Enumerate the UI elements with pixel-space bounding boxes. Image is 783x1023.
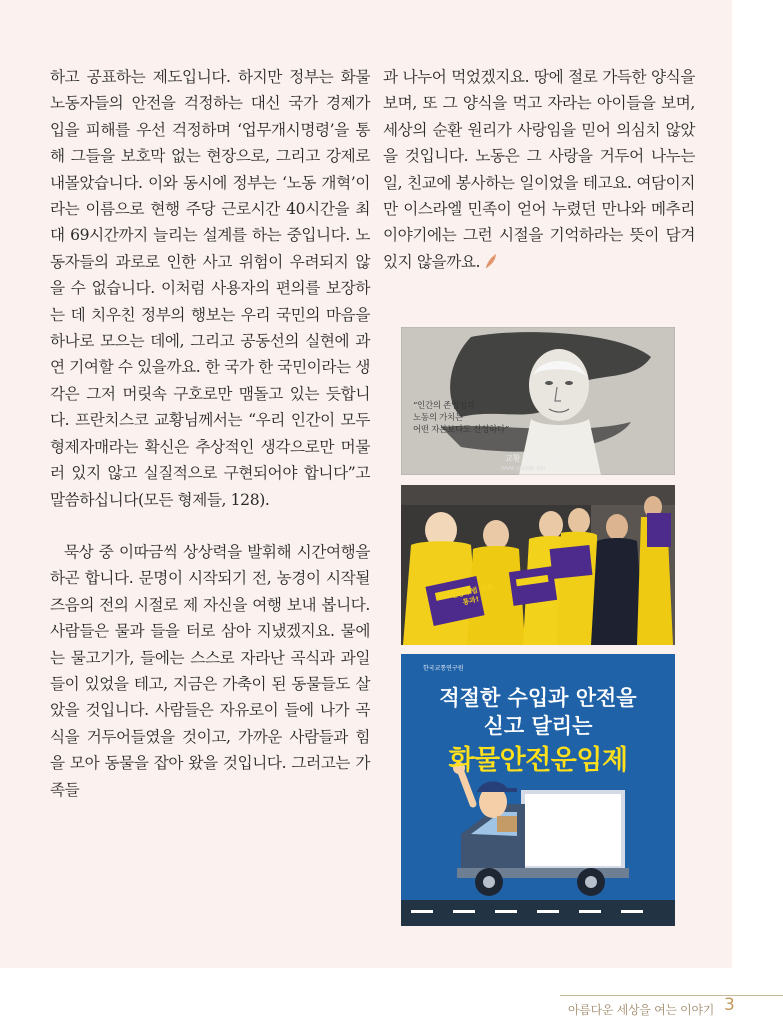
paragraph-3: 과 나누어 먹었겠지요. 땅에 절로 가득한 양식을 보며, 또 그 양식을 먹고 자라는 아이들을 보며, 세상의 순환 원리가 사랑임을 믿어 의심치 않았을 것입니다. 노동은 그 사랑을 거두어 나누는 일, 친교에 봉사하는 일이었을 테고요. 여담이지만 이스라엘 민족이 얻어 누렸던 만나와 메추리 이야기에는 그런 시절을 기억하라는 뜻이 담겨 있지 않을까요. xyxy=(383,68,695,271)
poster-headline-line2: 싣고 달리는 xyxy=(483,714,593,738)
pope-name-latin: PAPA LEONE XIII xyxy=(501,466,546,472)
protest-scene-illustration xyxy=(401,485,675,645)
poster-headline-line3: 화물안전운임제 xyxy=(448,745,628,776)
article-right-column xyxy=(383,64,695,275)
poster-headline-line1: 적절한 수입과 안전을 xyxy=(439,686,637,710)
safe-freight-poster xyxy=(401,654,675,926)
poster-organization: 한국교통연구원 xyxy=(423,665,464,672)
paragraph-1: 하고 공표하는 제도입니다. 하지만 정부는 화물노동자들의 안전을 걱정하는 대신 국가 경제가 입을 피해를 우선 걱정하며 ‘업무개시명령’을 통해 그들을 보호막 없는 현장으로, 그리고 강제로 내몰았습니다. 이와 동시에 정부는 ‘노동 개혁’이라는 이름으로 현행 주당 근로시간 40시간을 최대 69시간까지 늘리는 설계를 하는 중입니다. 노동자들의 과로로 인한 사고 위험이 우려되지 않을 수 없습니다. 이처럼 사용자의 편의를 보장하는 데 치우친 정부의 행보는 우리 국민의 마음을 하나로 모으는 데에, 그리고 공동선의 실현에 과연 기여할 수 있을까요. 한 국가 한 국민이라는 생각은 그저 머릿속 구호로만 맴돌고 있는 듯합니다. 프란치스코 교황님께서는 “우리 인간이 모두 형제자매라는 확신은 추상적인 생각으로만 머물러 있지 않고 실질적으로 구현되어야 합니다”고 말씀하십니다(모든 형제들, 128). xyxy=(50,68,370,509)
protest-photo xyxy=(401,485,675,645)
page-number: 3 xyxy=(724,995,735,1015)
article-left-column xyxy=(50,64,370,803)
leaf-icon xyxy=(484,253,498,269)
protest-sign-text: 노란봉투법 국회 통과! xyxy=(443,583,495,607)
magazine-title: 아름다운 세상을 여는 이야기 xyxy=(568,1003,715,1017)
paragraph-2: 묵상 중 이따금씩 상상력을 발휘해 시간여행을 하곤 합니다. 문명이 시작되기 전, 농경이 시작될 즈음의 전의 시절로 제 자신을 여행 보내 봅니다. 사람들은 물과 들을 터로 삼아 지냈겠지요. 물에는 물고기가, 들에는 스스로 자라난 곡식과 과일들이 있었을 테고, 지금은 가축이 된 동물들도 살았을 것입니다. 사람들은 자유로이 들에 나가 곡식을 거두어들였을 것이고, 가까운 사람들과 힘을 모아 동물을 잡아 왔을 것입니다. 그러고는 가족들 xyxy=(50,542,370,799)
pope-name-caption: 교황 레오 13세 xyxy=(505,454,559,463)
footer-divider xyxy=(560,995,783,996)
pope-leo-image xyxy=(401,327,675,475)
pope-quote: “인간의 존엄성과 노동의 가치는 어떤 자본보다도 신성하다” xyxy=(413,401,509,435)
